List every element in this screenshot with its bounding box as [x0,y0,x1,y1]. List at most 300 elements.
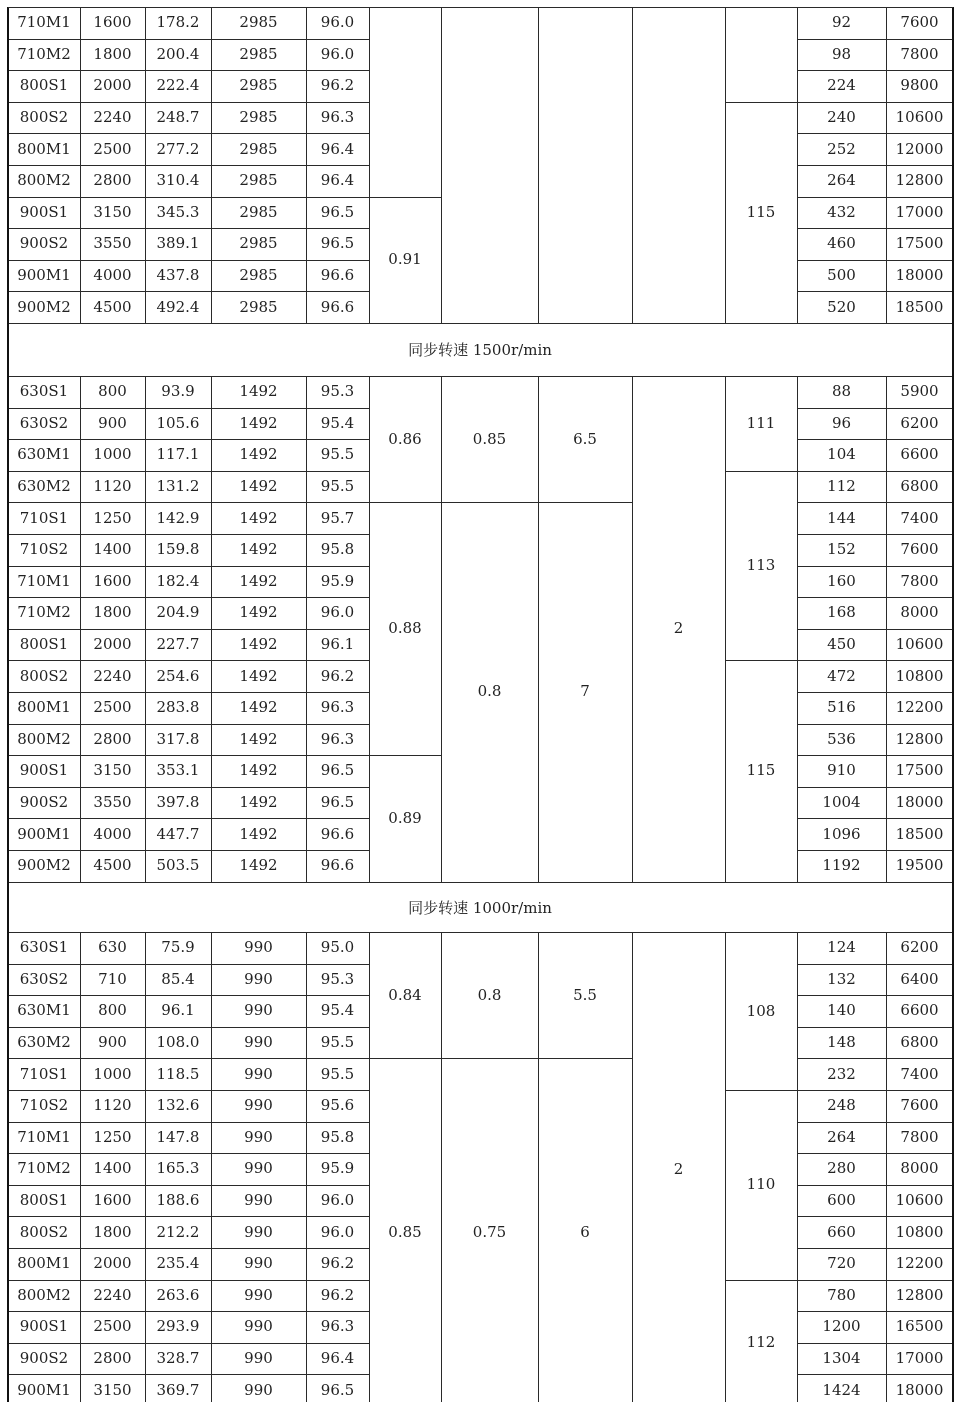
value-cell: 2240 [93,1285,132,1304]
column-rule [632,7,633,323]
value-cell: 990 [244,1033,273,1052]
value-cell: 96.0 [320,13,355,32]
value-cell: 12800 [895,1285,944,1304]
value-cell: 710 [98,969,127,988]
row-rule [797,964,953,965]
model-cell: 800S1 [19,76,69,95]
value-cell: 95.5 [320,1064,355,1083]
value-cell: 240 [827,108,856,127]
top-rule [8,7,953,8]
value-cell: 2985 [239,202,278,221]
value-cell: 4500 [93,856,132,875]
model-cell: 800M2 [17,1285,71,1304]
row-rule [8,629,369,630]
column-rule [886,7,887,323]
value-cell: 263.6 [156,1285,200,1304]
merged-cell: 0.91 [388,250,422,269]
value-cell: 96.3 [320,1317,355,1336]
row-rule [797,439,953,440]
value-cell: 2800 [93,1349,132,1368]
model-cell: 630S1 [19,382,69,401]
model-cell: 800S2 [19,108,69,127]
model-cell: 900S1 [19,761,69,780]
value-cell: 96.0 [320,1191,355,1210]
model-cell: 800S2 [19,666,69,685]
model-cell: 710S2 [19,1096,69,1115]
row-rule [797,165,953,166]
value-cell: 7400 [900,1064,939,1083]
value-cell: 12000 [895,139,944,158]
row-rule [797,995,953,996]
value-cell: 460 [827,234,856,253]
model-cell: 630S1 [19,938,69,957]
value-cell: 800 [98,1001,127,1020]
row-rule [797,755,953,756]
value-cell: 168 [827,603,856,622]
value-cell: 1400 [93,540,132,559]
group-rule [441,1058,538,1059]
value-cell: 1492 [239,477,278,496]
value-cell: 18500 [895,824,944,843]
row-rule [8,755,369,756]
merged-cell: 0.86 [388,429,422,448]
merged-cell: 0.84 [388,985,422,1004]
value-cell: 96.4 [320,1349,355,1368]
row-rule [8,408,369,409]
model-cell: 900S2 [19,793,69,812]
value-cell: 2985 [239,76,278,95]
value-cell: 264 [827,171,856,190]
value-cell: 492.4 [156,297,200,316]
value-cell: 182.4 [156,571,200,590]
value-cell: 990 [244,1222,273,1241]
merged-cell: 0.75 [472,1222,507,1241]
row-rule [797,1058,953,1059]
column-rule [211,376,212,882]
value-cell: 2985 [239,266,278,285]
value-cell: 18500 [895,297,944,316]
row-rule [797,1311,953,1312]
merged-cell: 115 [746,202,776,221]
value-cell: 1400 [93,1159,132,1178]
value-cell: 140 [827,1001,856,1020]
value-cell: 2800 [93,171,132,190]
section-title: 同步转速 1000r/min [408,898,552,917]
row-rule [8,1058,369,1059]
column-rule [306,7,307,323]
value-cell: 7800 [900,571,939,590]
row-rule [797,1374,953,1375]
value-cell: 990 [244,1317,273,1336]
value-cell: 1250 [93,508,132,527]
value-cell: 990 [244,1254,273,1273]
value-cell: 248 [827,1096,856,1115]
model-cell: 630S2 [19,969,69,988]
model-cell: 630M2 [17,1033,71,1052]
model-cell: 710M2 [17,603,71,622]
row-rule [8,70,369,71]
row-rule [8,1153,369,1154]
value-cell: 98 [831,44,852,63]
value-cell: 12800 [895,729,944,748]
value-cell: 200.4 [156,44,200,63]
merged-cell: 113 [746,556,776,575]
value-cell: 159.8 [156,540,200,559]
value-cell: 3150 [93,202,132,221]
value-cell: 10800 [895,666,944,685]
value-cell: 780 [827,1285,856,1304]
value-cell: 720 [827,1254,856,1273]
model-cell: 800S2 [19,1222,69,1241]
row-rule [8,1216,369,1217]
model-cell: 800S1 [19,1191,69,1210]
value-cell: 800 [98,382,127,401]
row-rule [8,1280,369,1281]
group-rule [369,755,441,756]
row-rule [797,1185,953,1186]
model-cell: 900M2 [17,856,71,875]
row-rule [8,133,369,134]
merged-cell: 110 [746,1175,776,1194]
value-cell: 2000 [93,76,132,95]
value-cell: 1004 [822,793,861,812]
row-rule [8,1343,369,1344]
value-cell: 990 [244,938,273,957]
value-cell: 990 [244,1096,273,1115]
value-cell: 88 [831,382,852,401]
value-cell: 96.1 [320,635,355,654]
value-cell: 7800 [900,44,939,63]
model-cell: 800S1 [19,635,69,654]
value-cell: 1600 [93,13,132,32]
column-rule [797,7,798,323]
column-rule [369,376,370,882]
value-cell: 132 [827,969,856,988]
merged-cell: 111 [746,413,776,432]
value-cell: 7600 [900,1096,939,1115]
value-cell: 224 [827,76,856,95]
value-cell: 1600 [93,1191,132,1210]
value-cell: 95.5 [320,477,355,496]
outer-rule [7,323,9,376]
row-rule [8,1248,369,1249]
value-cell: 19500 [895,856,944,875]
row-rule [797,39,953,40]
row-rule [8,724,369,725]
value-cell: 345.3 [156,202,200,221]
column-rule [725,7,726,323]
value-cell: 2985 [239,108,278,127]
value-cell: 264 [827,1127,856,1146]
outer-rule [952,882,954,932]
value-cell: 2985 [239,139,278,158]
column-rule [145,376,146,882]
column-rule [538,932,539,1402]
row-rule [797,818,953,819]
value-cell: 92 [831,13,852,32]
value-cell: 1492 [239,698,278,717]
value-cell: 112 [827,477,856,496]
group-rule [725,471,797,472]
outer-rule [7,882,9,932]
row-rule [8,534,369,535]
value-cell: 990 [244,1127,273,1146]
column-rule [211,7,212,323]
value-cell: 1424 [822,1380,861,1399]
row-rule [797,1153,953,1154]
value-cell: 8000 [900,1159,939,1178]
value-cell: 96.4 [320,139,355,158]
value-cell: 1250 [93,1127,132,1146]
value-cell: 1492 [239,635,278,654]
value-cell: 2500 [93,1317,132,1336]
value-cell: 17500 [895,234,944,253]
column-rule [725,376,726,882]
column-rule [538,7,539,323]
value-cell: 222.4 [156,76,200,95]
column-rule [7,376,9,882]
column-rule [369,932,370,1402]
row-rule [8,660,369,661]
row-rule [797,1343,953,1344]
value-cell: 990 [244,969,273,988]
row-rule [797,197,953,198]
merged-cell: 0.85 [388,1222,422,1241]
merged-cell: 115 [746,761,776,780]
value-cell: 95.9 [320,1159,355,1178]
value-cell: 96.0 [320,44,355,63]
value-cell: 95.9 [320,571,355,590]
row-rule [8,197,369,198]
value-cell: 4000 [93,266,132,285]
merged-cell: 2 [673,1159,684,1178]
row-rule [8,1122,369,1123]
column-rule [7,932,9,1402]
merged-cell: 6.5 [573,429,597,448]
value-cell: 10800 [895,1222,944,1241]
value-cell: 2985 [239,171,278,190]
value-cell: 280 [827,1159,856,1178]
row-rule [8,1185,369,1186]
model-cell: 630M1 [17,445,71,464]
column-rule [441,7,442,323]
value-cell: 1304 [822,1349,861,1368]
row-rule [797,408,953,409]
section-title: 同步转速 1500r/min [408,341,552,359]
value-cell: 95.5 [320,445,355,464]
column-rule [80,376,81,882]
value-cell: 660 [827,1222,856,1241]
model-cell: 710M2 [17,44,71,63]
value-cell: 105.6 [156,413,200,432]
model-cell: 710M1 [17,13,71,32]
value-cell: 95.4 [320,413,355,432]
value-cell: 293.9 [156,1317,200,1336]
value-cell: 95.8 [320,540,355,559]
value-cell: 95.3 [320,969,355,988]
column-rule [632,932,633,1402]
value-cell: 1492 [239,761,278,780]
value-cell: 96.4 [320,171,355,190]
value-cell: 254.6 [156,666,200,685]
column-rule [886,376,887,882]
model-cell: 800M2 [17,171,71,190]
value-cell: 1492 [239,729,278,748]
value-cell: 900 [98,413,127,432]
value-cell: 96.2 [320,1254,355,1273]
value-cell: 96.2 [320,666,355,685]
column-rule [797,376,798,882]
value-cell: 516 [827,698,856,717]
model-cell: 900S1 [19,1317,69,1336]
row-rule [8,260,369,261]
value-cell: 248.7 [156,108,200,127]
row-rule [797,502,953,503]
value-cell: 1800 [93,1222,132,1241]
row-rule [797,228,953,229]
model-cell: 900S2 [19,1349,69,1368]
value-cell: 1192 [822,856,861,875]
group-rule [725,102,797,103]
row-rule [8,1374,369,1375]
value-cell: 96.0 [320,1222,355,1241]
value-cell: 7600 [900,540,939,559]
value-cell: 1492 [239,666,278,685]
model-cell: 900M1 [17,1380,71,1399]
value-cell: 1492 [239,603,278,622]
value-cell: 1000 [93,1064,132,1083]
value-cell: 397.8 [156,793,200,812]
model-cell: 630M1 [17,1001,71,1020]
value-cell: 232 [827,1064,856,1083]
value-cell: 503.5 [156,856,200,875]
row-rule [797,660,953,661]
value-cell: 9800 [900,76,939,95]
value-cell: 2500 [93,698,132,717]
column-rule [952,7,954,323]
value-cell: 1000 [93,445,132,464]
value-cell: 600 [827,1191,856,1210]
row-rule [797,1248,953,1249]
row-rule [797,1090,953,1091]
model-cell: 710S2 [19,540,69,559]
merged-cell [441,7,538,323]
value-cell: 10600 [895,1191,944,1210]
value-cell: 95.7 [320,508,355,527]
value-cell: 8000 [900,603,939,622]
group-rule [441,502,538,503]
value-cell: 1800 [93,603,132,622]
merged-cell: 112 [746,1333,776,1352]
value-cell: 108.0 [156,1033,200,1052]
column-rule [80,932,81,1402]
value-cell: 18000 [895,1380,944,1399]
model-cell: 800M2 [17,729,71,748]
value-cell: 96.5 [320,234,355,253]
value-cell: 1492 [239,540,278,559]
row-rule [797,70,953,71]
row-rule [797,566,953,567]
model-cell: 800M1 [17,1254,71,1273]
value-cell: 310.4 [156,171,200,190]
merged-cell: 5.5 [573,985,597,1004]
group-rule [369,197,441,198]
value-cell: 7800 [900,1127,939,1146]
row-rule [8,291,369,292]
row-rule [8,787,369,788]
row-rule [797,850,953,851]
row-rule [797,1027,953,1028]
row-rule [8,850,369,851]
merged-cell: 2 [673,619,684,638]
row-rule [8,1311,369,1312]
group-rule [725,660,797,661]
value-cell: 75.9 [161,938,195,957]
value-cell: 96.1 [161,1001,195,1020]
value-cell: 95.5 [320,1033,355,1052]
model-cell: 630S2 [19,413,69,432]
row-rule [8,39,369,40]
model-cell: 900M2 [17,297,71,316]
value-cell: 1492 [239,413,278,432]
value-cell: 10600 [895,108,944,127]
outer-rule [952,323,954,376]
row-rule [8,818,369,819]
column-rule [80,7,81,323]
value-cell: 2985 [239,13,278,32]
value-cell: 432 [827,202,856,221]
row-rule [8,1027,369,1028]
row-rule [8,102,369,103]
value-cell: 96.6 [320,856,355,875]
row-rule [8,439,369,440]
value-cell: 160 [827,571,856,590]
value-cell: 132.6 [156,1096,200,1115]
value-cell: 85.4 [161,969,195,988]
value-cell: 3550 [93,234,132,253]
value-cell: 95.0 [320,938,355,957]
value-cell: 152 [827,540,856,559]
value-cell: 124 [827,938,856,957]
value-cell: 131.2 [156,477,200,496]
column-rule [145,7,146,323]
column-rule [952,932,954,1402]
value-cell: 1492 [239,445,278,464]
row-rule [8,471,369,472]
row-rule [8,964,369,965]
column-rule [441,932,442,1402]
column-rule [306,376,307,882]
value-cell: 990 [244,1064,273,1083]
value-cell: 990 [244,1159,273,1178]
value-cell: 1492 [239,571,278,590]
row-rule [797,597,953,598]
group-rule [725,1280,797,1281]
value-cell: 95.3 [320,382,355,401]
value-cell: 227.7 [156,635,200,654]
value-cell: 96.3 [320,108,355,127]
column-rule [211,932,212,1402]
row-rule [797,629,953,630]
row-rule [8,995,369,996]
column-rule [797,932,798,1402]
value-cell: 95.8 [320,1127,355,1146]
value-cell: 12200 [895,698,944,717]
column-rule [632,376,633,882]
merged-cell: 7 [580,682,590,701]
value-cell: 178.2 [156,13,200,32]
group-rule [369,502,441,503]
